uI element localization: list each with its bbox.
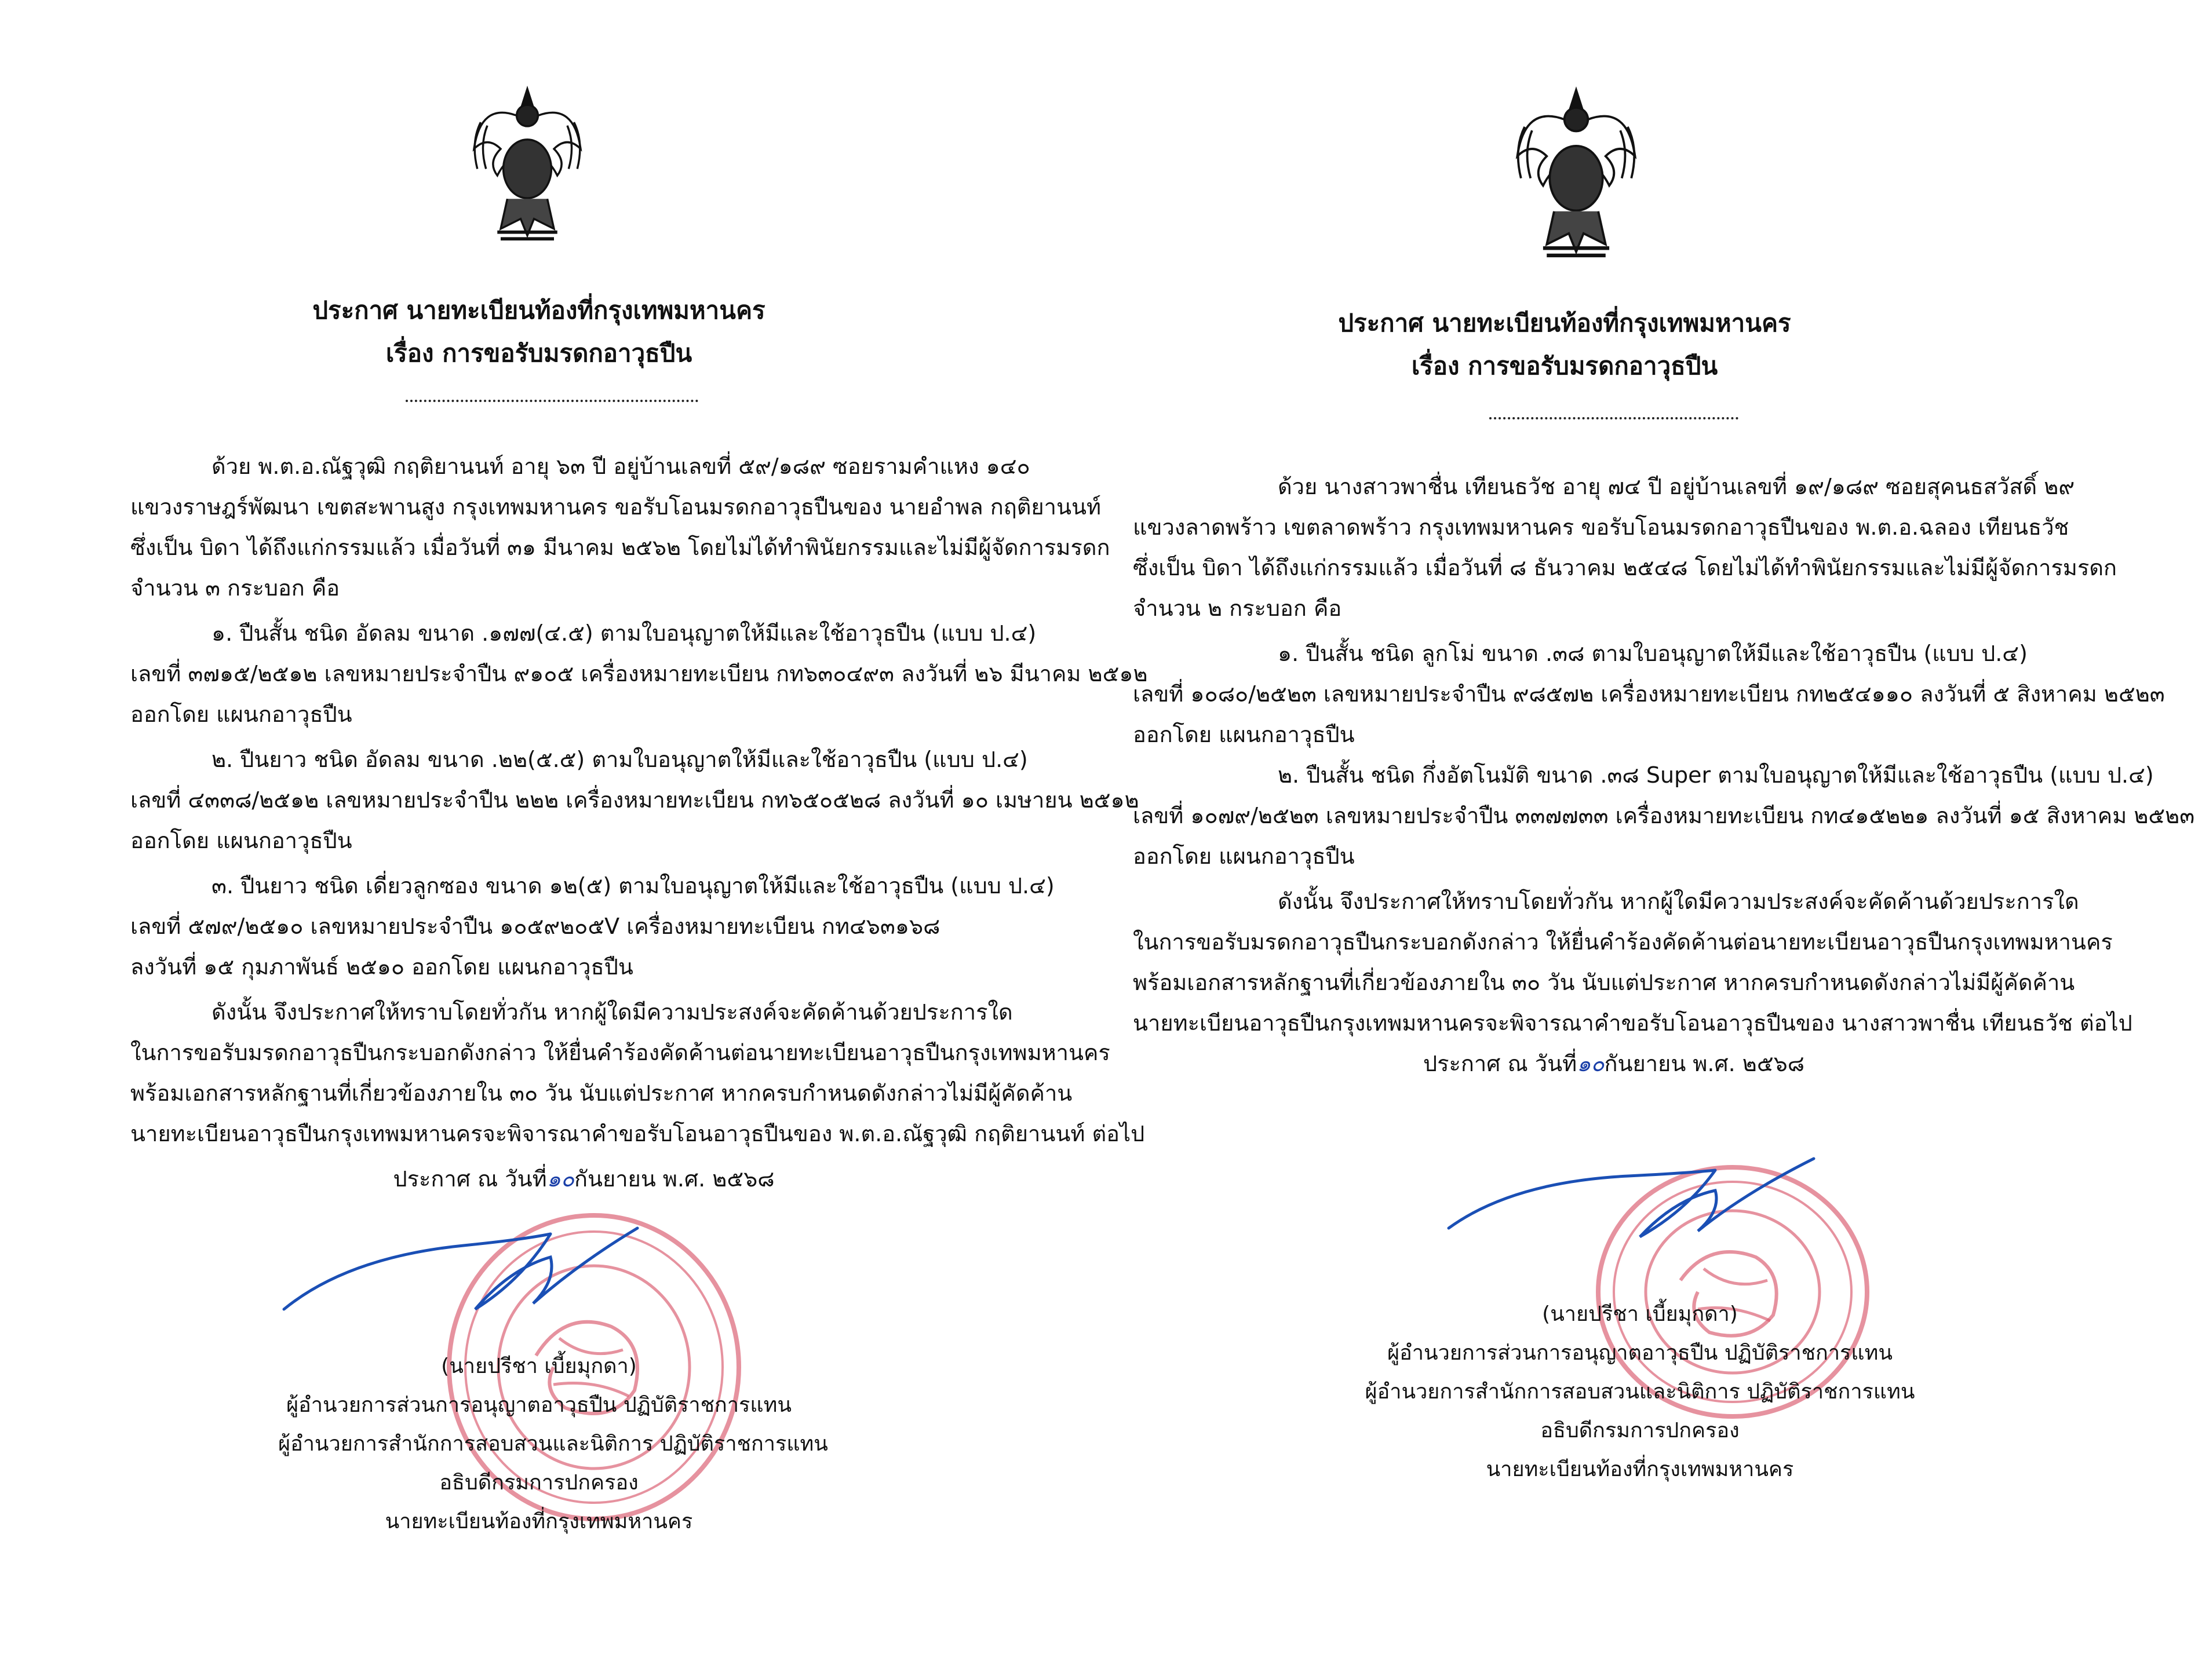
body-line: แขวงลาดพร้าว เขตลาดพร้าว กรุงเทพมหานคร ขอรับโอนมรดกอาวุธปืนของ พ.ต.อ.ฉลอง เทียนธวัช xyxy=(1133,514,2069,540)
body-line: ซึ่งเป็น บิดา ได้ถึงแก่กรรมแล้ว เมื่อวันที่ ๓๑ มีนาคม ๒๕๖๒ โดยไม่ได้ทำพินัยกรรมและไม่มีผู้จัดการมรดก xyxy=(130,535,1110,560)
title-line-2: เรื่อง การขอรับมรดกอาวุธปืน xyxy=(385,339,692,367)
date-day-handwritten: ๑๐ xyxy=(546,1166,574,1192)
garuda-emblem-icon xyxy=(461,75,594,249)
body-line: ซึ่งเป็น บิดา ได้ถึงแก่กรรมแล้ว เมื่อวันที่ ๘ ธันวาคม ๒๕๔๘ โดยไม่ได้ทำพินัยกรรมและไม่มีผู้จัดการมรดก xyxy=(1133,555,2117,580)
document-title xyxy=(1217,311,1912,378)
item-1-line: ออกโดย แผนกอาวุธปืน xyxy=(1133,722,1355,747)
signer-title: ผู้อำนวยการสำนักการสอบสวนและนิติการ ปฏิบัติราชการแทน xyxy=(278,1432,828,1456)
signer-title: นายทะเบียนท้องที่กรุงเทพมหานคร xyxy=(1486,1458,1794,1481)
body-line: จำนวน ๓ กระบอก คือ xyxy=(130,575,340,601)
closing-line: ดังนั้น จึงประกาศให้ทราบโดยทั่วกัน หากผู้ใดมีความประสงค์จะคัดค้านด้วยประการใด xyxy=(1278,889,2079,914)
title-line-1: ประกาศ นายทะเบียนท้องที่กรุงเทพมหานคร xyxy=(1338,309,1791,337)
closing-line: พร้อมเอกสารหลักฐานที่เกี่ยวข้องภายใน ๓๐ วัน นับแต่ประกาศ หากครบกำหนดดังกล่าวไม่มีผู้คัดค้าน xyxy=(130,1080,1073,1106)
signer-title: ผู้อำนวยการสำนักการสอบสวนและนิติการ ปฏิบัติราชการแทน xyxy=(1365,1380,1915,1404)
body-line: ด้วย พ.ต.อ.ณัฐวุฒิ กฤติยานนท์ อายุ ๖๓ ปี อยู่บ้านเลขที่ ๕๙/๑๘๙ ซอยรามคำแหง ๑๔๐ xyxy=(212,454,1030,479)
item-1-line: เลขที่ ๑๐๘๐/๒๕๒๓ เลขหมายประจำปืน ๙๘๕๗๒ เครื่องหมายทะเบียน กท๒๕๔๑๑๐ ลงวันที่ ๕ สิงหาคม ๒๕๒๓ xyxy=(1133,681,2165,707)
date-prefix: ประกาศ ณ วันที่ xyxy=(1423,1051,1577,1076)
closing-line: ในการขอรับมรดกอาวุธปืนกระบอกดังกล่าว ให้ยื่นคำร้องคัดค้านต่อนายทะเบียนอาวุธปืนกรุงเทพมหานคร xyxy=(1133,929,2113,955)
body-line: ด้วย นางสาวพาชื่น เทียนธวัช อายุ ๗๔ ปี อยู่บ้านเลขที่ ๑๙/๑๘๙ ซอยสุคนธสวัสดิ์ ๒๙ xyxy=(1278,474,2075,499)
announcement-right xyxy=(1101,0,2202,1680)
signer-title: นายทะเบียนท้องที่กรุงเทพมหานคร xyxy=(385,1510,693,1533)
title-divider xyxy=(406,400,698,402)
date-suffix: กันยายน พ.ศ. ๒๕๖๘ xyxy=(574,1166,775,1192)
item-1-line: ๑. ปืนสั้น ชนิด อัดลม ขนาด .๑๗๗(๔.๕) ตามใบอนุญาตให้มีและใช้อาวุธปืน (แบบ ป.๔) xyxy=(212,620,1037,646)
item-1-line: ๑. ปืนสั้น ชนิด ลูกโม่ ขนาด .๓๘ ตามใบอนุญาตให้มีและใช้อาวุธปืน (แบบ ป.๔) xyxy=(1278,641,2028,666)
document-title xyxy=(249,298,829,366)
item-2-line: ออกโดย แผนกอาวุธปืน xyxy=(1133,843,1355,869)
title-line-1: ประกาศ นายทะเบียนท้องที่กรุงเทพมหานคร xyxy=(312,296,765,324)
item-2-line: เลขที่ ๔๓๓๘/๒๕๑๒ เลขหมายประจำปืน ๒๒๒ เครื่องหมายทะเบียน กท๖๕๐๕๒๘ ลงวันที่ ๑๐ เมษายน ๒๕๑๒ xyxy=(130,787,1139,813)
signer-block xyxy=(278,1347,828,1541)
title-line-2: เรื่อง การขอรับมรดกอาวุธปืน xyxy=(1411,352,1718,380)
signer-name: (นายปรีชา เบี้ยมุกดา) xyxy=(441,1354,637,1378)
date-day-handwritten: ๑๐ xyxy=(1577,1051,1605,1076)
signer-block xyxy=(1321,1295,1959,1489)
item-2-line: ๒. ปืนยาว ชนิด อัดลม ขนาด .๒๒(๕.๕) ตามใบอนุญาตให้มีและใช้อาวุธปืน (แบบ ป.๔) xyxy=(212,747,1028,772)
closing-line: นายทะเบียนอาวุธปืนกรุงเทพมหานครจะพิจารณาคำขอรับโอนอาวุธปืนของ พ.ต.อ.ณัฐวุฒิ กฤติยานนท์ ต่อไป xyxy=(130,1121,1145,1146)
announcement-date xyxy=(1133,1043,2095,1084)
signer-title: ผู้อำนวยการส่วนการอนุญาตอาวุธปืน ปฏิบัติราชการแทน xyxy=(1387,1341,1893,1365)
signer-title: อธิบดีกรมการปกครอง xyxy=(1540,1419,1740,1442)
signature xyxy=(278,1193,695,1367)
closing-line: พร้อมเอกสารหลักฐานที่เกี่ยวข้องภายใน ๓๐ วัน นับแต่ประกาศ หากครบกำหนดดังกล่าวไม่มีผู้คัดค้าน xyxy=(1133,970,2075,995)
date-prefix: ประกาศ ณ วันที่ xyxy=(393,1166,547,1192)
signer-title: ผู้อำนวยการส่วนการอนุญาตอาวุธปืน ปฏิบัติราชการแทน xyxy=(286,1393,792,1417)
announcement-body xyxy=(130,446,1148,1199)
signer-name: (นายปรีชา เบี้ยมุกดา) xyxy=(1542,1302,1738,1326)
announcement-body xyxy=(1133,466,2195,1084)
body-line: จำนวน ๒ กระบอก คือ xyxy=(1133,596,1342,621)
item-2-line: ออกโดย แผนกอาวุธปืน xyxy=(130,828,352,853)
garuda-emblem-icon xyxy=(1495,75,1657,266)
item-1-line: ออกโดย แผนกอาวุธปืน xyxy=(130,702,352,727)
date-suffix: กันยายน พ.ศ. ๒๕๖๘ xyxy=(1604,1051,1805,1076)
item-2-line: ๒. ปืนสั้น ชนิด กึ่งอัตโนมัติ ขนาด .๓๘ Super ตามใบอนุญาตให้มีและใช้อาวุธปืน (แบบ ป.๔) xyxy=(1278,762,2154,788)
item-1-line: เลขที่ ๓๗๑๕/๒๕๑๒ เลขหมายประจำปืน ๙๑๐๕ เครื่องหมายทะเบียน กท๖๓๐๔๙๓ ลงวันที่ ๒๖ มีนาคม ๒๕๑๒ xyxy=(130,661,1148,686)
title-divider xyxy=(1489,417,1738,419)
item-3-line: เลขที่ ๕๗๙/๒๕๑๐ เลขหมายประจำปืน ๑๐๕๙๒๐๕V เครื่องหมายทะเบียน กท๔๖๓๑๖๘ xyxy=(130,914,940,939)
item-3-line: ๓. ปืนยาว ชนิด เดี่ยวลูกซอง ขนาด ๑๒(๕) ตามใบอนุญาตให้มีและใช้อาวุธปืน (แบบ ป.๔) xyxy=(212,873,1055,899)
signer-title: อธิบดีกรมการปกครอง xyxy=(439,1471,639,1495)
closing-line: ดังนั้น จึงประกาศให้ทราบโดยทั่วกัน หากผู้ใดมีความประสงค์จะคัดค้านด้วยประการใด xyxy=(212,999,1013,1025)
body-line: แขวงราษฎร์พัฒนา เขตสะพานสูง กรุงเทพมหานคร ขอรับโอนมรดกอาวุธปืนของ นายอำพล กฤติยานนท์ xyxy=(130,494,1102,520)
signature xyxy=(1443,1135,1860,1286)
item-2-line: เลขที่ ๑๐๗๙/๒๕๒๓ เลขหมายประจำปืน ๓๓๗๗๓๓ เครื่องหมายทะเบียน กท๔๑๕๒๒๑ ลงวันที่ ๑๕ สิงหาคม ๒๕๒๓ xyxy=(1133,803,2195,828)
closing-line: ในการขอรับมรดกอาวุธปืนกระบอกดังกล่าว ให้ยื่นคำร้องคัดค้านต่อนายทะเบียนอาวุธปืนกรุงเทพมหานคร xyxy=(130,1040,1110,1065)
closing-line: นายทะเบียนอาวุธปืนกรุงเทพมหานครจะพิจารณาคำขอรับโอนอาวุธปืนของ นางสาวพาชื่น เทียนธวัช ต่อไป xyxy=(1133,1010,2132,1036)
item-3-line: ลงวันที่ ๑๕ กุมภาพันธ์ ๒๕๑๐ ออกโดย แผนกอาวุธปืน xyxy=(130,954,633,980)
